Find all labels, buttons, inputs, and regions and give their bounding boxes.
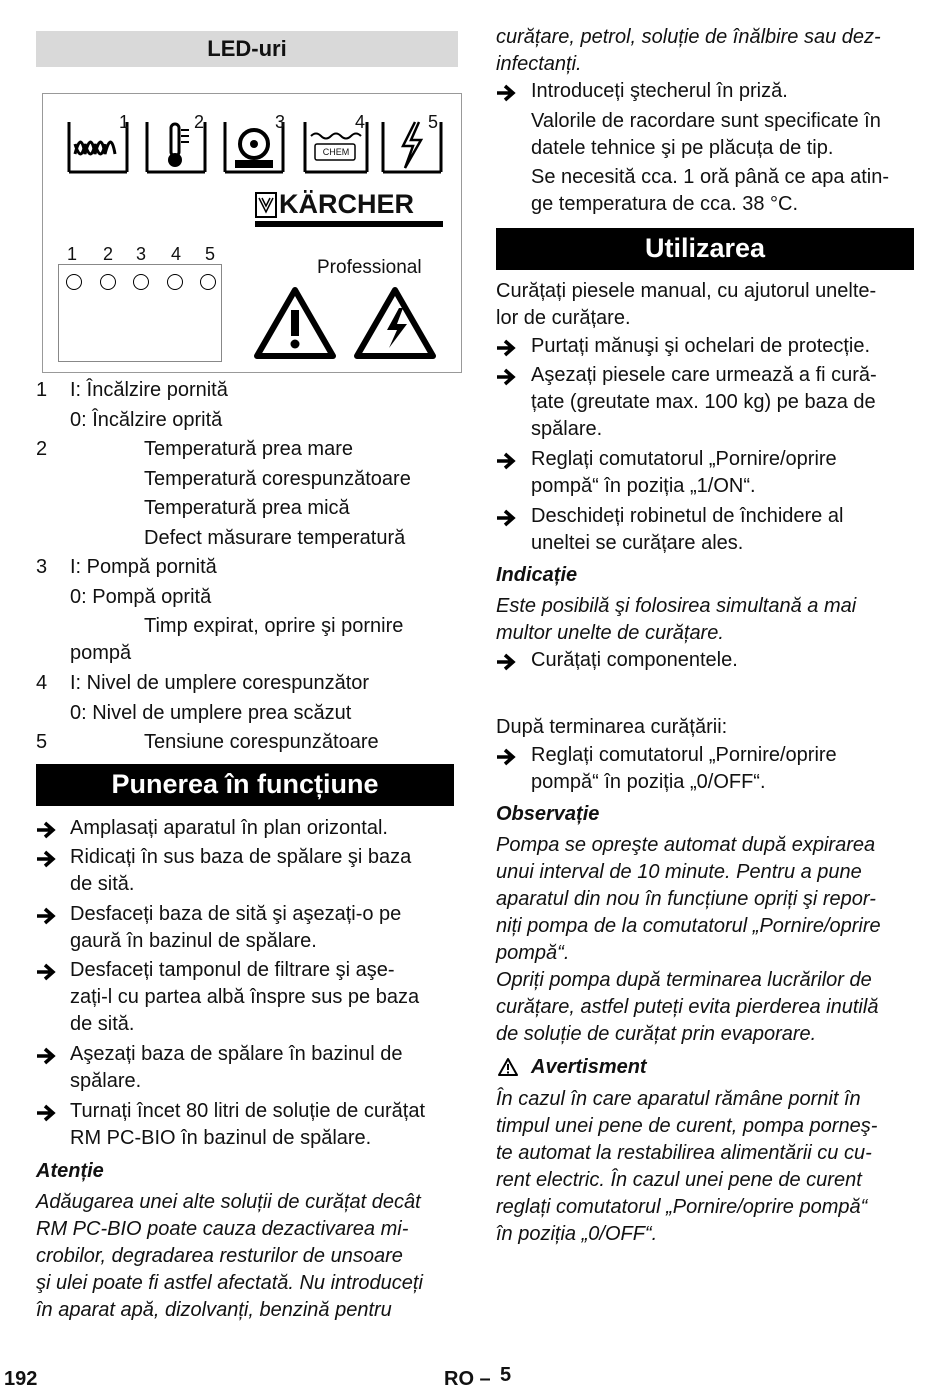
remark-line: niți pompa de la comutatorul „Pornire/oprire <box>496 915 881 937</box>
arrow-bullet-icon <box>36 1103 58 1123</box>
warning-line: În cazul în care aparatul rămâne pornit în <box>496 1088 861 1110</box>
icon-number-1: 1 <box>119 112 130 132</box>
arrow-bullet-icon <box>496 652 518 672</box>
led-number-4: 4 <box>171 244 182 264</box>
legend-text: Defect măsurare temperatură <box>144 527 406 549</box>
legend-text: Temperatură prea mare <box>144 438 353 460</box>
step-line: Deschideți robinetul de închidere al <box>531 505 844 527</box>
footer-section-page: 5 <box>500 1364 512 1386</box>
arrow-bullet-icon <box>496 451 518 471</box>
brand-suffix: Professional <box>317 257 422 278</box>
step-line: Introduceți ştecherul în priză. <box>531 80 788 102</box>
step-line: ge temperatura de cca. 38 °C. <box>531 193 799 215</box>
electric-hazard-icon <box>353 284 437 368</box>
led-number-1: 1 <box>67 244 78 264</box>
arrow-bullet-icon <box>36 1046 58 1066</box>
step-line: Desfaceți baza de sită şi aşezați-o pe <box>70 903 402 925</box>
legend-text: I: Nivel de umplere corespunzător <box>70 672 370 694</box>
continued-line: infectanți. <box>496 53 582 75</box>
remark-line: Pompa se opreşte automat după expirarea <box>496 834 876 856</box>
attention-line: crobilor, degradarea resturilor de unsoare <box>36 1245 403 1267</box>
step-line: pompă“ în poziția „1/ON“. <box>531 475 756 497</box>
warning-small-icon <box>497 1057 519 1077</box>
step-line: zați-l cu partea albă înspre sus pe baza <box>70 986 420 1008</box>
icon-number-2: 2 <box>194 112 205 132</box>
arrow-bullet-icon <box>496 83 518 103</box>
arrow-bullet-icon <box>36 962 58 982</box>
arrow-bullet-icon <box>36 849 58 869</box>
step-line: Se necesită cca. 1 oră până ce apa atin- <box>531 166 890 188</box>
step-line: Desfaceți tamponul de filtrare şi aşe- <box>70 959 395 981</box>
warning-line: timpul unei pene de curent, pompa porneş- <box>496 1115 878 1137</box>
step-line: Curățați componentele. <box>531 649 738 671</box>
step-line: spălare. <box>70 1070 142 1092</box>
step-line: Aşezați piesele care urmează a fi cură- <box>531 364 877 386</box>
step-line: țate (greutate max. 100 kg) pe baza de <box>531 391 876 413</box>
step-line: de sită. <box>70 873 135 895</box>
step-line: Reglați comutatorul „Pornire/oprire <box>531 744 837 766</box>
remark-line: aparatul din nou în funcțiune opriți şi repor- <box>496 888 876 910</box>
step-line: Purtați mănuşi şi ochelari de protecție. <box>531 335 871 357</box>
legend-text: I: Încălzire pornită <box>70 379 228 401</box>
step-line: Amplasați aparatul în plan orizontal. <box>70 817 388 839</box>
note-line: multor unelte de curățare. <box>496 622 724 644</box>
legend-text: Tensiune corespunzătoare <box>144 731 379 753</box>
led-section-title: LED-uri <box>36 31 458 67</box>
brand-underline <box>255 221 443 227</box>
legend-text: pompă <box>70 642 132 664</box>
attention-line: şi ulei poate fi astfel afectată. Nu introduceți <box>36 1272 423 1294</box>
attention-title: Atenție <box>36 1160 104 1182</box>
legend-number: 2 <box>36 438 48 460</box>
warning-title: Avertisment <box>531 1056 647 1078</box>
step-line: Aşezați baza de spălare în bazinul de <box>70 1043 403 1065</box>
step-line: gaură în bazinul de spălare. <box>70 930 317 952</box>
arrow-bullet-icon <box>496 508 518 528</box>
attention-line: RM PC-BIO poate cauza dezactivarea mi- <box>36 1218 409 1240</box>
warning-line: reglați comutatorul „Pornire/oprire pompă“ <box>496 1196 868 1218</box>
legend-text: I: Pompă pornită <box>70 556 217 578</box>
step-line: Ridicați în sus baza de spălare şi baza <box>70 846 412 868</box>
led-2 <box>100 274 116 290</box>
remark-line: pompă“. <box>496 942 570 964</box>
step-line: pompă“ în poziția „0/OFF“. <box>531 771 766 793</box>
legend-text: 0: Pompă oprită <box>70 586 212 608</box>
step-line: RM PC-BIO în bazinul de spălare. <box>70 1127 372 1149</box>
icon-number-4: 4 <box>355 112 366 132</box>
karcher-logo <box>255 189 445 232</box>
led-1 <box>66 274 82 290</box>
legend-text: 0: Nivel de umplere prea scăzut <box>70 702 352 724</box>
step-line: datele tehnice şi pe plăcuța de tip. <box>531 137 834 159</box>
remark-line: de soluție de curățat prin evaporare. <box>496 1023 817 1045</box>
control-panel-illustration <box>42 93 462 373</box>
icon-number-3: 3 <box>275 112 286 132</box>
usage-intro: lor de curățare. <box>496 307 631 329</box>
attention-line: Adăugarea unei alte soluții de curățat decât <box>36 1191 421 1213</box>
brand-name: KÄRCHER <box>279 189 414 219</box>
warning-line: te automat la restabilirea alimentării cu cu- <box>496 1142 872 1164</box>
legend-text: Timp expirat, oprire şi pornire <box>144 615 404 637</box>
step-line: Reglați comutatorul „Pornire/oprire <box>531 448 837 470</box>
led-number-5: 5 <box>205 244 216 264</box>
arrow-bullet-icon <box>496 338 518 358</box>
step-line: spălare. <box>531 418 603 440</box>
warning-triangle-icon <box>253 284 337 368</box>
footer-lang: RO – <box>444 1368 491 1390</box>
chem-label: CHEM <box>322 147 350 157</box>
remark-line: unui interval de 10 minute. Pentru a pune <box>496 861 862 883</box>
step-line: Turnați încet 80 litri de soluție de curățat <box>70 1100 425 1122</box>
step-line: Valorile de racordare sunt specificate în <box>531 110 881 132</box>
remark-title: Observație <box>496 803 600 825</box>
note-title: Indicație <box>496 564 578 586</box>
remark-line: Opriți pompa după terminarea lucrărilor de <box>496 969 872 991</box>
legend-text: Temperatură prea mică <box>144 497 350 519</box>
arrow-bullet-icon <box>36 906 58 926</box>
led-5 <box>200 274 216 290</box>
arrow-bullet-icon <box>36 820 58 840</box>
legend-number: 5 <box>36 731 48 753</box>
note-line: Este posibilă şi folosirea simultană a mai <box>496 595 857 617</box>
led-number-3: 3 <box>136 244 147 264</box>
led-4 <box>167 274 183 290</box>
step-line: uneltei se curățare ales. <box>531 532 744 554</box>
continued-line: curățare, petrol, soluție de înălbire sau dez- <box>496 26 881 48</box>
legend-number: 1 <box>36 379 48 401</box>
legend-number: 4 <box>36 672 48 694</box>
led-number-2: 2 <box>103 244 114 264</box>
attention-line: în aparat apă, dizolvanți, benzină pentru <box>36 1299 392 1321</box>
arrow-bullet-icon <box>496 367 518 387</box>
arrow-bullet-icon <box>496 747 518 767</box>
warning-line: în poziția „0/OFF“. <box>496 1223 658 1245</box>
page-number: 192 <box>4 1368 38 1390</box>
usage-title: Utilizarea <box>496 228 914 270</box>
step-line: de sită. <box>70 1013 135 1035</box>
commissioning-title: Punerea în funcțiune <box>36 764 454 806</box>
legend-text: Temperatură corespunzătoare <box>144 468 411 490</box>
after-cleaning-text: După terminarea curățării: <box>496 716 728 738</box>
led-3 <box>133 274 149 290</box>
legend-text: 0: Încălzire oprită <box>70 409 223 431</box>
brand-emblem-icon <box>255 192 277 218</box>
warning-line: rent electric. În cazul unei pene de curent <box>496 1169 862 1191</box>
remark-line: curățare, astfel puteți evita pierderea inutilă <box>496 996 879 1018</box>
legend-number: 3 <box>36 556 48 578</box>
icon-number-5: 5 <box>428 112 439 132</box>
usage-intro: Curățați piesele manual, cu ajutorul unelte- <box>496 280 877 302</box>
